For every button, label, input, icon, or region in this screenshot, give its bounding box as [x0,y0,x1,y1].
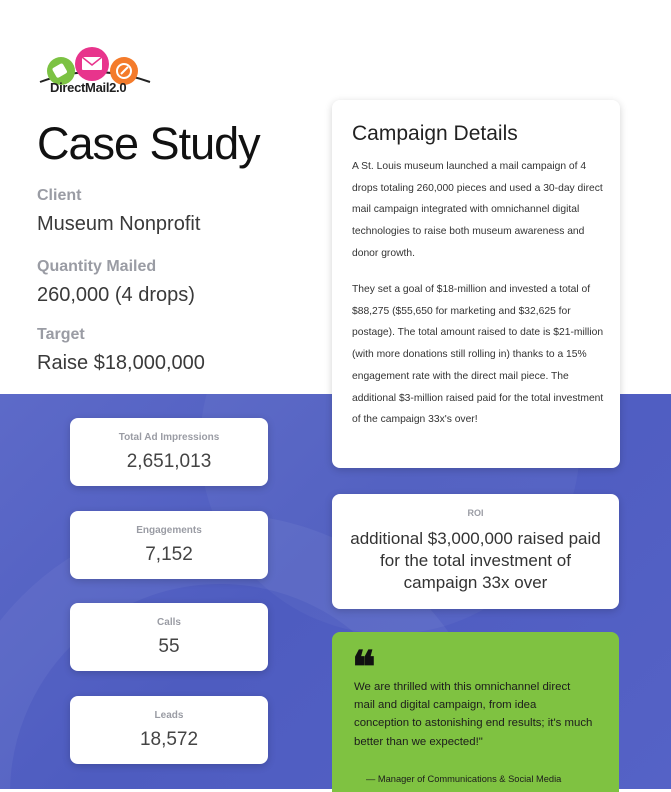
stat-label: Total Ad Impressions [118,432,220,443]
stat-value: 55 [158,636,180,657]
campaign-details-card [332,100,620,468]
testimonial-card [332,632,619,792]
campaign-details-paragraph: They set a goal of $18-million and invested a total of $88,275 ($55,650 for marketing and $32,625 for postage). The total amount raised to date is $21-million (with more donations still rolling in) thanks to a 15% engagement rate with the direct mail piece. The additional $3-million raised paid for the total investment of the campaign 33x's over! [352,284,604,426]
stat-card-leads [70,696,268,764]
client-label: Client [37,187,82,204]
stat-card-engagements [70,511,268,579]
testimonial-text: We are thrilled with this omnichannel direct mail and digital campaign, from idea conception to astonishing end results; it's much better than we expected!" [354,681,593,748]
logo-text: DirectMail2.0 [50,80,127,95]
campaign-details-heading: Campaign Details [352,122,518,145]
target-value: Raise $18,000,000 [37,352,205,374]
stat-value: 18,572 [139,729,199,750]
quantity-mailed-value: 260,000 (4 drops) [37,284,195,306]
stat-card-impressions [70,418,268,486]
quote-mark-icon: ❝ [352,642,376,693]
page-title: Case Study [37,118,260,169]
stat-card-calls [70,603,268,671]
stat-value: 7,152 [145,544,193,565]
roi-value: additional $3,000,000 raised paid for the total investment of campaign 33x over [350,529,601,592]
roi-label: ROI [467,508,484,518]
stat-value: 2,651,013 [126,451,212,472]
stat-label: Leads [154,710,184,721]
roi-card [332,494,619,609]
stat-label: Engagements [136,525,202,536]
campaign-details-paragraph: A St. Louis museum launched a mail campaign of 4 drops totaling 260,000 pieces and used a 30-day direct mail campaign integrated with omnichannel digital technologies to raise both museum awareness and donor growth. [352,161,603,259]
stat-label: Calls [157,617,181,628]
quantity-mailed-label: Quantity Mailed [37,258,157,275]
testimonial-attribution: — Manager of Communications & Social Media [366,774,562,784]
client-value: Museum Nonprofit [37,213,201,235]
target-label: Target [37,326,85,343]
